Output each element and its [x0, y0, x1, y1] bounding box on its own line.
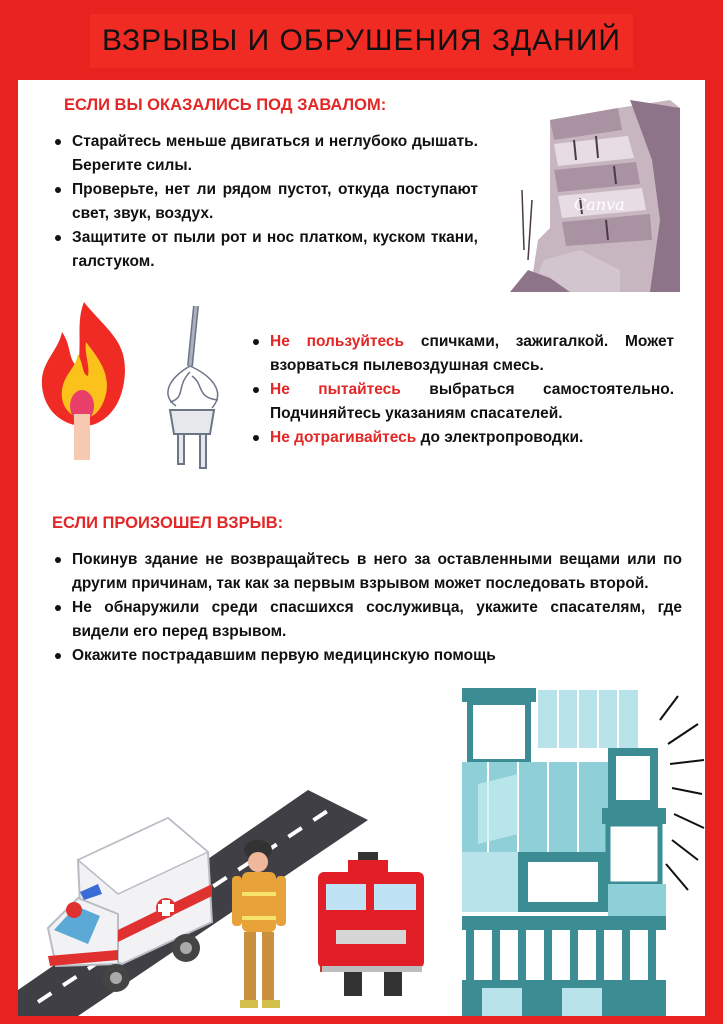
- list-item: Окажите пострадавшим первую медицинскую помощь: [52, 644, 682, 668]
- list-item: Не обнаружили среди спасшихся сослуживца, укажите спасателям, где видели его перед взрывом.: [52, 596, 682, 644]
- warning-phrase: Не дотрагивайтесь: [270, 429, 417, 446]
- list-item-text: до электропроводки.: [416, 429, 584, 446]
- explosion-advice-list: [52, 548, 682, 668]
- poster-sheet: [18, 80, 705, 1016]
- warning-phrase: Не пытайтесь: [270, 381, 401, 398]
- list-item: [250, 426, 674, 450]
- broken-wire-plug-icon: [156, 306, 228, 474]
- canva-watermark: Canva: [574, 195, 625, 214]
- match-flame-icon: [38, 302, 130, 462]
- list-item-text: выбраться самостоятельно. Подчиняйтесь указаниям спасателей.: [270, 381, 674, 422]
- collapsing-building-illustration: [458, 684, 705, 1016]
- section-heading-under-rubble: ЕСЛИ ВЫ ОКАЗАЛИСЬ ПОД ЗАВАЛОМ:: [64, 96, 387, 114]
- rescue-scene-illustration: [18, 780, 458, 1016]
- list-item: Защитите от пыли рот и нос платком, куском ткани, галстуком.: [52, 226, 478, 274]
- list-item-text: спичками, зажигалкой. Может взорваться пылевоздушная смесь.: [270, 333, 674, 374]
- list-item: [250, 330, 674, 378]
- list-item: Старайтесь меньше двигаться и неглубоко дышать. Берегите силы.: [52, 130, 478, 178]
- section-heading-explosion: ЕСЛИ ПРОИЗОШЕЛ ВЗРЫВ:: [52, 514, 284, 532]
- list-item: Покинув здание не возвращайтесь в него за оставленными вещами или по другим причинам, так как за первым взрывом может последовать второй.: [52, 548, 682, 596]
- list-item: Проверьте, нет ли рядом пустот, откуда поступают свет, звук, воздух.: [52, 178, 478, 226]
- rubble-advice-list: [52, 130, 478, 274]
- damaged-building-illustration: [510, 100, 682, 292]
- title-banner: [90, 14, 633, 68]
- list-item: [250, 378, 674, 426]
- explosion-lines: [660, 696, 704, 890]
- warning-phrase: Не пользуйтесь: [270, 333, 405, 350]
- fire-truck-icon: [318, 852, 424, 996]
- page-title: ВЗРЫВЫ И ОБРУШЕНИЯ ЗДАНИЙ: [102, 24, 621, 57]
- prohibitions-list: [250, 330, 674, 450]
